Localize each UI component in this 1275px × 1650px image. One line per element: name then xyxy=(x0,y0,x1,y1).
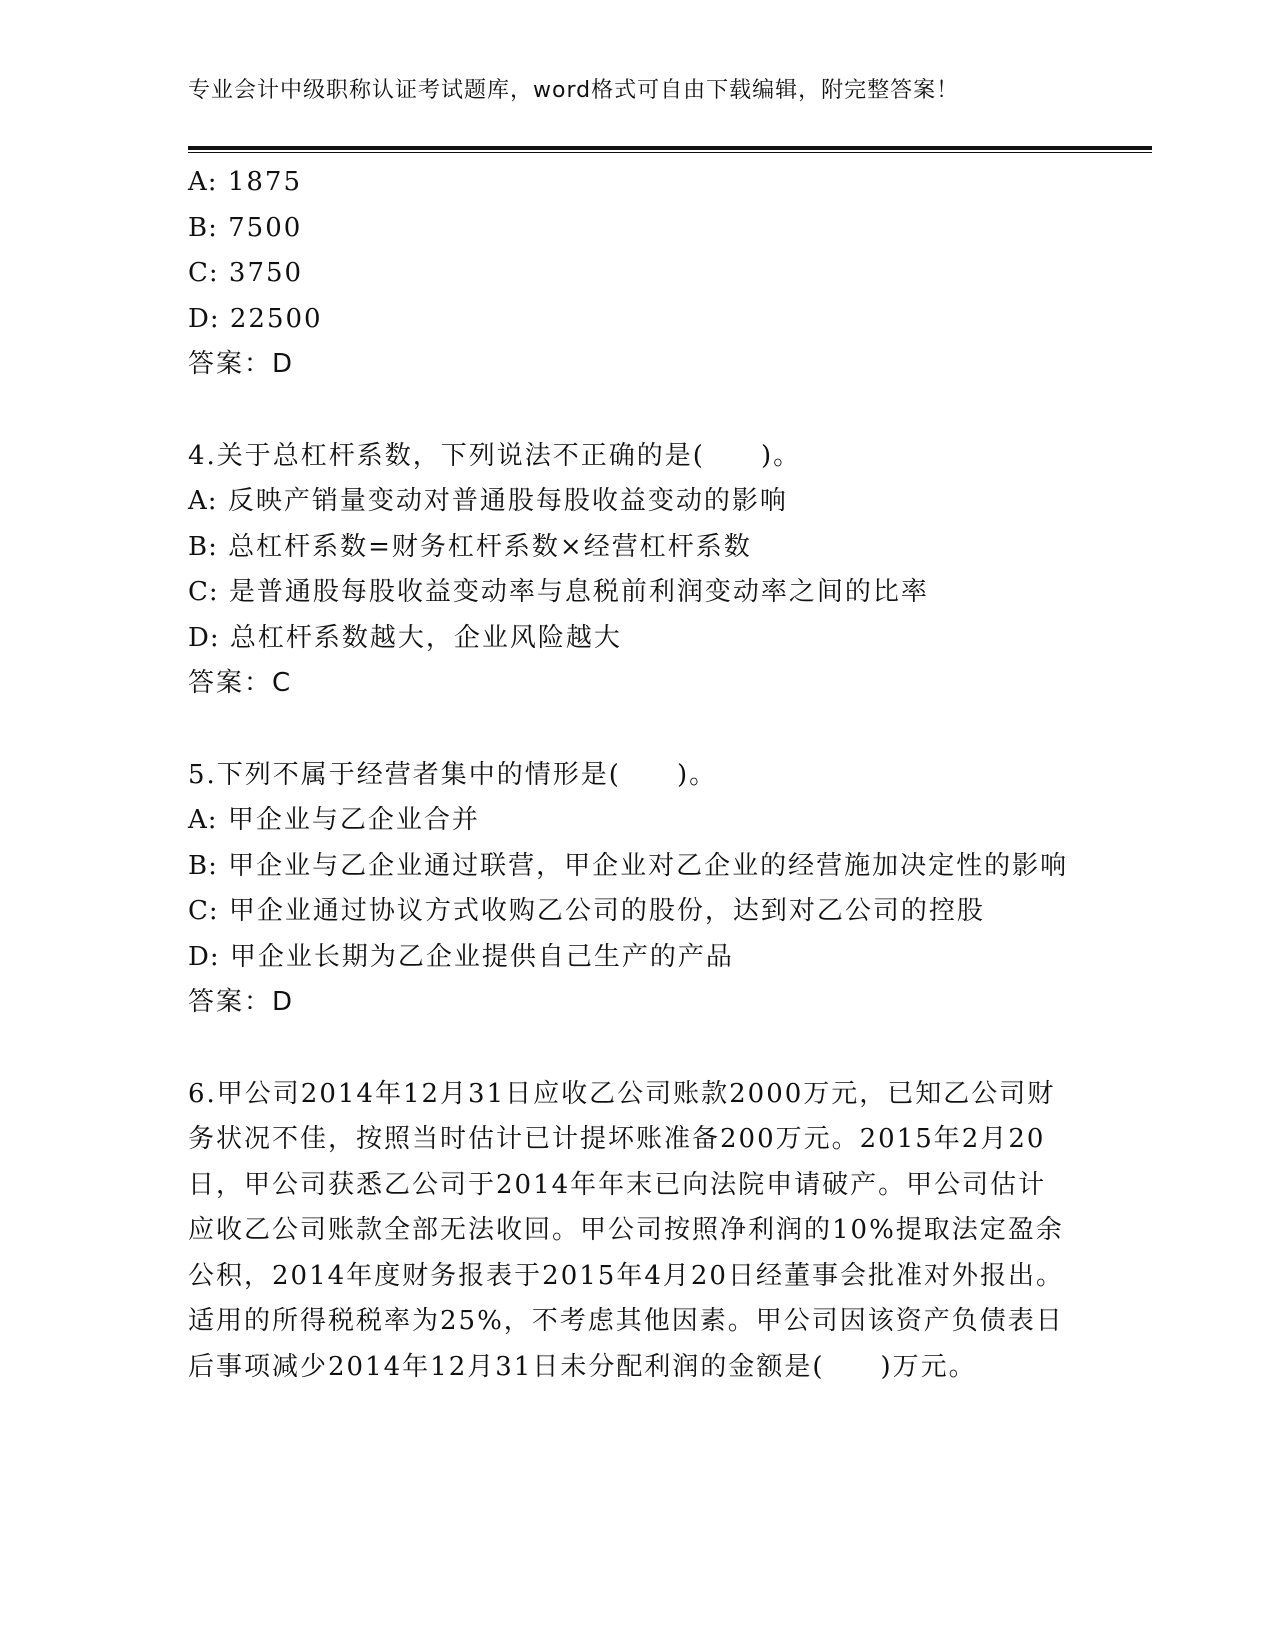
option-a: A: 反映产销量变动对普通股每股收益变动的影响 xyxy=(188,486,788,516)
header-rule-thin xyxy=(188,152,1152,153)
option-c: C: 甲企业通过协议方式收购乙公司的股份，达到对乙公司的控股 xyxy=(188,896,985,926)
answer: 答案：D xyxy=(188,349,295,379)
option-b: B: 总杠杆系数=财务杠杆系数×经营杠杆系数 xyxy=(188,531,752,562)
option-b: B: 甲企业与乙企业通过联营，甲企业对乙企业的经营施加决定性的影响 xyxy=(188,850,1069,881)
option-c: C: 是普通股每股收益变动率与息税前利润变动率之间的比率 xyxy=(188,577,929,607)
header-rule-thick xyxy=(188,146,1152,150)
answer: 答案：D xyxy=(188,987,295,1017)
option-d: D: 总杠杆系数越大，企业风险越大 xyxy=(188,622,622,653)
option-d: D: 22500 xyxy=(188,303,323,334)
question-text: 5.下列不属于经营者集中的情形是( )。 xyxy=(188,759,718,790)
question-3 xyxy=(188,160,1088,388)
question-5 xyxy=(188,753,1088,1026)
page-header: 专业会计中级职称认证考试题库，word格式可自由下载编辑，附完整答案！ xyxy=(188,78,960,103)
question-4 xyxy=(188,434,1088,707)
document-body xyxy=(188,160,1088,1390)
option-a: A: 甲企业与乙企业合并 xyxy=(188,805,480,835)
option-d: D: 甲企业长期为乙企业提供自己生产的产品 xyxy=(188,941,734,972)
option-c: C: 3750 xyxy=(188,258,304,288)
question-text: 4.关于总杠杆系数，下列说法不正确的是( )。 xyxy=(188,440,802,471)
question-text: 6.甲公司2014年12月31日应收乙公司账款2000万元，已知乙公司财务状况不佳，按照当时估计已计提坏账准备200万元。2015年2月20日，甲公司获悉乙公司于2014年年末已向法院申请破产。甲公司估计应收乙公司账款全部无法收回。甲公司按照净利润的10%提取法定盈余公积，2014年度财务报表于2015年4月20日经董事会批准对外报出。适用的所得税税率为25%，不考虑其他因素。甲公司因该资产负债表日后事项减少2014年12月31日未分配利润的金额是( )万元。 xyxy=(188,1078,1064,1382)
question-6 xyxy=(188,1072,1088,1391)
answer: 答案：C xyxy=(188,668,293,698)
option-b: B: 7500 xyxy=(188,212,303,243)
option-a: A: 1875 xyxy=(188,167,302,197)
